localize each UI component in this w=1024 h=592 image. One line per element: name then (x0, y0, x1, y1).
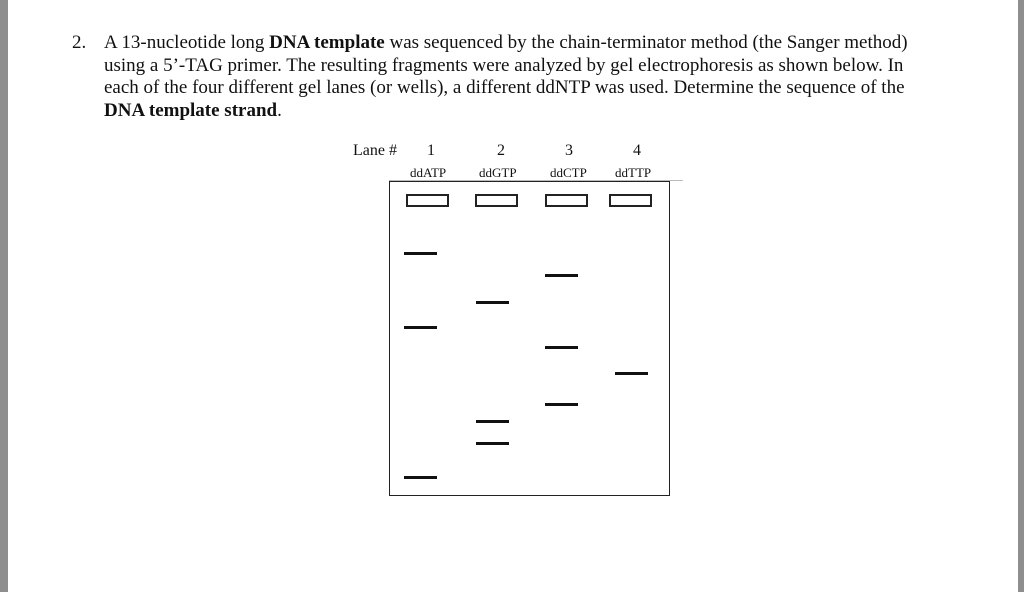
band-lane-2-2 (476, 420, 509, 423)
band-lane-3-2 (545, 346, 578, 349)
dna-template-bold: DNA template (269, 32, 385, 53)
well-lane-1 (406, 194, 449, 207)
lane-label-1: ddATP (410, 165, 447, 180)
dna-template-strand-bold: DNA template strand (104, 99, 278, 121)
question-line-2: using a 5’-TAG primer. The resulting fragments were analyzed by gel electrophoresis as shown below. In (104, 54, 904, 76)
lane-number-3: 3 (565, 142, 573, 159)
lane-title: Lane # (353, 142, 397, 159)
question-number: 2. (72, 32, 87, 53)
band-lane-1-1 (404, 252, 437, 255)
band-lane-4-1 (615, 372, 648, 375)
lane-number-2: 2 (497, 142, 505, 159)
band-lane-2-1 (476, 301, 509, 304)
lane-number-4: 4 (633, 142, 641, 159)
well-lane-3 (545, 194, 588, 207)
document-page (8, 0, 1018, 592)
question-text (104, 32, 956, 122)
question-line-4: DNA template strand. (104, 99, 282, 121)
lane-label-3: ddCTP (550, 165, 587, 180)
lane-number-1: 1 (427, 142, 435, 159)
lane-label-4: ddTTP (615, 165, 652, 180)
question-line-1: A 13-nucleotide long DNA template was sequenced by the chain-terminator method (the Sanger method) (104, 32, 908, 53)
well-lane-2 (475, 194, 518, 207)
band-lane-3-1 (545, 274, 578, 277)
band-lane-2-3 (476, 442, 509, 445)
band-lane-1-3 (404, 476, 437, 479)
question-line-3: each of the four different gel lanes (or wells), a different ddNTP was used. Determine the sequence of the (104, 77, 905, 98)
gel-box (389, 181, 670, 496)
well-lane-4 (609, 194, 652, 207)
band-lane-1-2 (404, 326, 437, 329)
lane-label-2: ddGTP (479, 165, 517, 180)
band-lane-3-3 (545, 403, 578, 406)
